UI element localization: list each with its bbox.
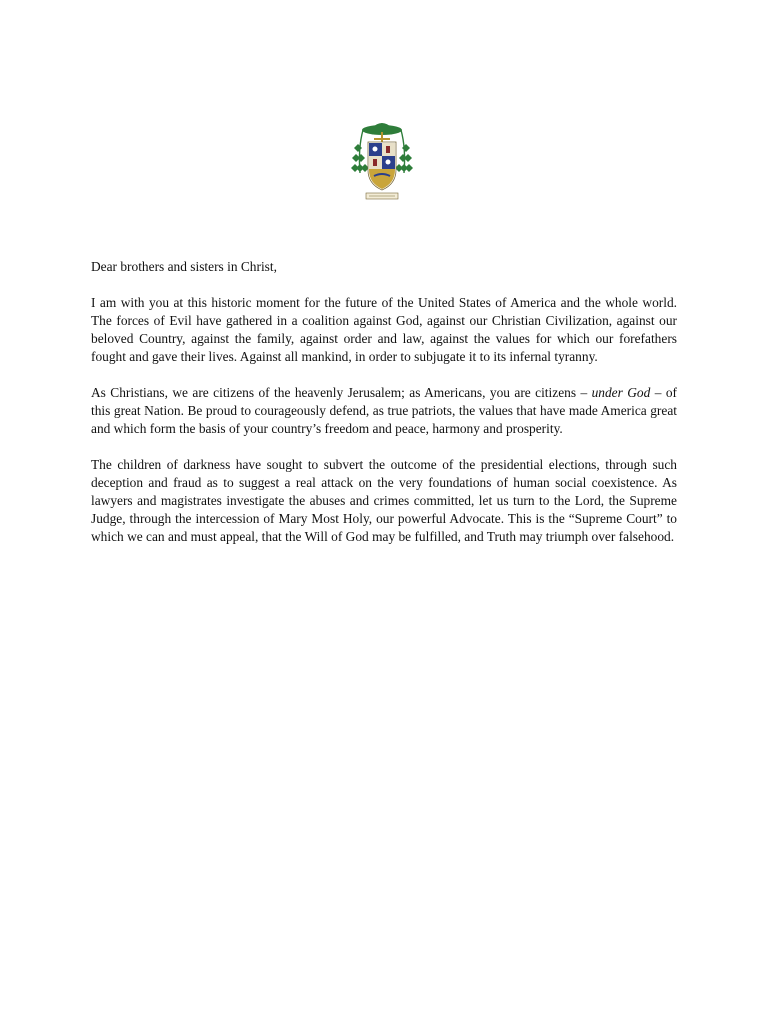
paragraph-1: I am with you at this historic moment for the future of the United States of America and the whole world. The forces of Evil have gathered in a coalition against God, against our Christian Civilization, against our beloved Country, against the family, against order and law, against the values for which our forefathers fought and gave their lives. Against all mankind, in order to subjugate it to its infernal tyranny. — [91, 295, 677, 364]
paragraph-2-part-1: As Christians, we are citizens of the heavenly Jerusalem; as Americans, you are citizens – — [91, 385, 592, 400]
letter-body — [91, 258, 677, 564]
paragraph-3: The children of darkness have sought to subvert the outcome of the presidential elections, through such deception and fraud as to suggest a real attack on the very foundations of human social coexistence. As lawyers and magistrates investigate the abuses and crimes committed, let us turn to the Lord, the Supreme Judge, through the intercession of Mary Most Holy, our powerful Advocate. This is the “Supreme Court” to which we can and must appeal, that the Will of God may be fulfilled, and Truth may triumph over falsehood. — [91, 457, 677, 544]
coat-of-arms-icon — [350, 118, 414, 204]
salutation: Dear brothers and sisters in Christ, — [91, 259, 277, 274]
paragraph-2-part-2: – of this great Nation. Be proud to courageously defend, as true patriots, the values that have made America great and which form the basis of your country’s freedom and peace, harmony and prosperity. — [91, 385, 678, 436]
paragraph-2 — [91, 384, 677, 438]
paragraph-2-emphasis: under God — [591, 385, 651, 400]
